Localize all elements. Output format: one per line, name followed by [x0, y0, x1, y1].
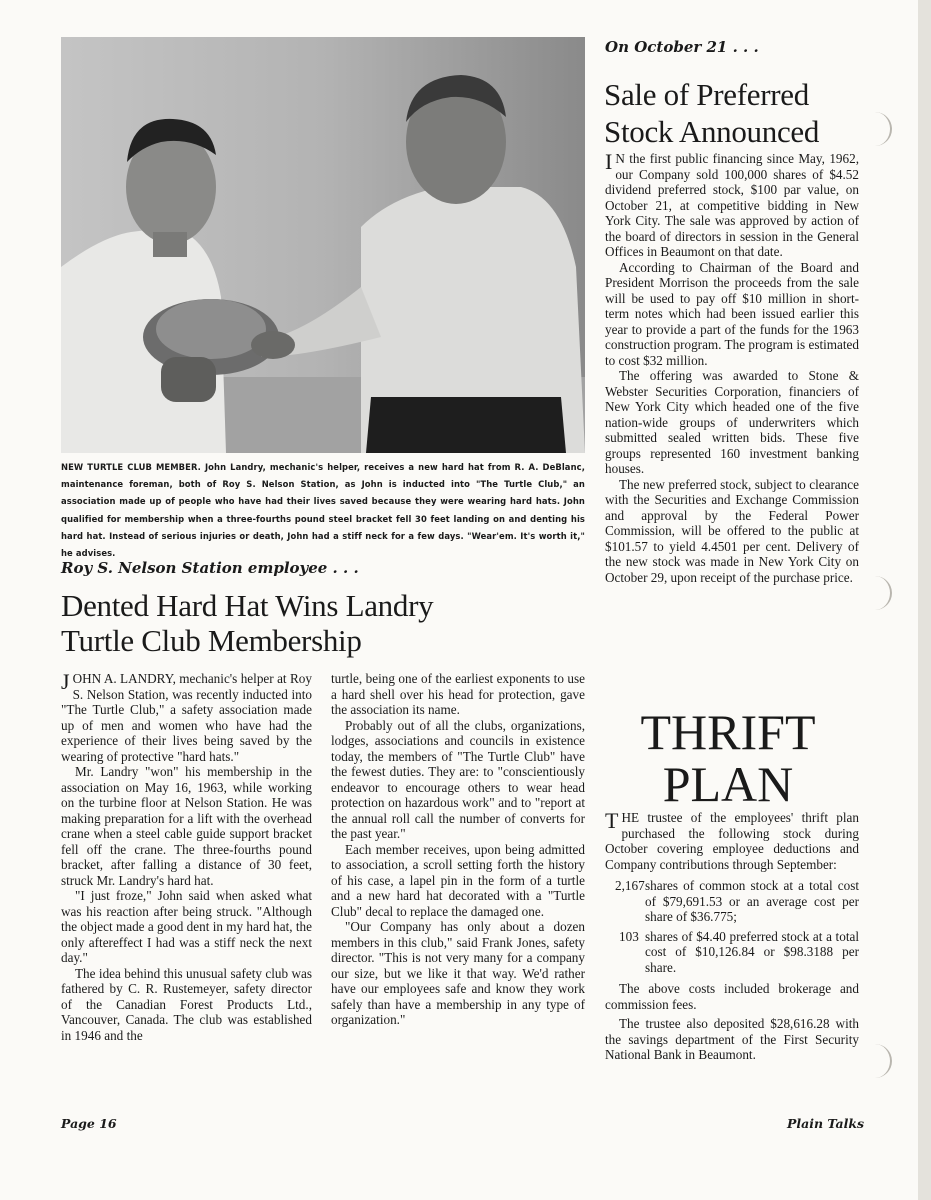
binder-ring-mark [868, 576, 892, 610]
publication-name: Plain Talks [787, 1116, 865, 1131]
thrift-paragraph-1: THE trustee of the employees' thrift plan purchased the following stock during October covering employee deductions and Company contributions through September: [605, 808, 859, 872]
stock-paragraph-3: The offering was awarded to Stone & Webster Securities Corporation, financiers of New York City which headed one of the five nation-wide groups of underwriters which submitted sealed written bids. These five groups represented 160 investment banking houses. [605, 368, 859, 476]
thrift-item-2-number: 103 [619, 928, 639, 944]
thrift-item-1-text: shares of common stock at a total cost of $79,691.53 or an average cost per share of $36.775; [645, 878, 859, 924]
landry-paragraph-6: Probably out of all the clubs, organizations, lodges, associations and councils in existence today, the members of "The Turtle Club" have the fewest duties. They are: to "conscientiously endeavor to encourage others to wear head protection on hazardous work" and to "report at the annual roll call the number of converts for the past year." [331, 717, 585, 841]
photo-caption [61, 459, 585, 562]
landry-paragraph-1: JOHN A. LANDRY, mechanic's helper at Roy S. Nelson Station, was recently inducted into "The Turtle Club," a safety association made up of men and women who have had the experience of their lives being saved by the wearing of protective "hard hats." [61, 669, 312, 764]
thrift-title-line2: PLAN [662, 756, 794, 812]
landry-paragraph-7: Each member receives, upon being admitted to association, a scroll setting forth the history of his case, a lapel pin in the form of a turtle and a new hard hat decorated with a "Turtle Club" decal to replace the damaged one. [331, 841, 585, 919]
caption-text: John Landry, mechanic's helper, receives a new hard hat from R. A. DeBlanc, maintenance foreman, both of Roy S. Nelson Station, as John is inducted into "The Turtle Club," an association made up of people who have had their lives saved because they were wearing hard hats. John qualified for membership when a three-fourths pound steel bracket fell 30 feet landing on and denting his hard hat. Instead of serious injuries or death, John had a stiff neck for a few days. "Wear'em. It's worth it," he advises. [61, 462, 585, 559]
stock-dropcap: I [605, 149, 613, 174]
stock-column [605, 151, 859, 585]
landry-paragraph-3: "I just froze," John said when asked what was his reaction after being struck. "Although the object made a good dent in my hard hat, the only aftereffect I had was a stiff neck the next day." [61, 888, 312, 965]
turtle-club-photo [61, 37, 585, 453]
landry-paragraph-5: turtle, being one of the earliest exponents to use a hard shell over his head for protection, gave the association its name. [331, 671, 585, 717]
stock-headline-line2: Stock Announced [604, 114, 820, 149]
landry-paragraph-2: Mr. Landry "won" his membership in the association on May 16, 1963, while working on the turbine floor at Nelson Station. He was making preparation for a lift with the overhead crane when a steel cable guide support bracket fell off the crane. The three-fourths pound bracket, after falling a distance of 30 feet, struck Mr. Landry's hard hat. [61, 764, 312, 888]
landry-column-2 [331, 671, 585, 1028]
landry-paragraph-8: "Our Company has only about a dozen members in this club," said Frank Jones, safety director. "This is not very many for a company our size, but we like it that way. We'd rather have our employees safe and know they work safely than have a membership in any type of organization." [331, 919, 585, 1027]
stock-paragraph-4: The new preferred stock, subject to clearance with the Securities and Exchange Commission and approval by the Federal Power Commission, will be offered to the public at $101.57 to yield 4.4501 per cent. Delivery of the new stock was made in New York City on October 29, upon receipt of the purchase price. [605, 476, 859, 585]
thrift-item-1 [605, 878, 859, 925]
caption-lead: NEW TURTLE CLUB MEMBER. [61, 462, 201, 472]
thrift-item-1-number: 2,167 [615, 878, 645, 893]
landry-dropcap: J [61, 669, 70, 694]
thrift-item-2 [605, 929, 859, 976]
stock-kicker: On October 21 . . . [605, 38, 759, 56]
page-number: Page 16 [61, 1116, 117, 1131]
stock-headline [604, 76, 894, 150]
landry-headline [61, 588, 601, 658]
thrift-column [605, 810, 859, 1063]
stock-paragraph-2: According to Chairman of the Board and President Morrison the proceeds from the sale will be used to pay off $10 million in short-term notes which had been issued earlier this year to provide a part of the funds for the 1963 construction program. The program is estimated to cost $32 million. [605, 259, 859, 368]
binder-ring-mark [868, 1044, 892, 1078]
stock-paragraph-1: I N the first public financing since May, 1962, our Company sold 100,000 shares of $4.52 dividend preferred stock, $100 par value, on October 21, at competitive bidding in New York City. The sale was approved by action of the board of directors in session in the General Offices in Beaumont on that date. [605, 149, 859, 259]
thrift-item-2-text: shares of $4.40 preferred stock at a total cost of $10,126.84 or $98.3188 per share. [645, 928, 859, 975]
page-edge [918, 0, 931, 1200]
landry-column-1 [61, 671, 312, 1043]
landry-headline-line1: Dented Hard Hat Wins Landry [61, 588, 434, 623]
thrift-paragraph-2: The above costs included brokerage and commission fees. [605, 981, 859, 1012]
thrift-paragraph-3: The trustee also deposited $28,616.28 with the savings department of the First Security National Bank in Beaumont. [605, 1016, 859, 1062]
thrift-dropcap: T [605, 808, 619, 833]
thrift-title [603, 706, 853, 810]
thrift-title-line1: THRIFT [640, 704, 816, 760]
landry-kicker: Roy S. Nelson Station employee . . . [61, 559, 359, 577]
landry-paragraph-4: The idea behind this unusual safety club was fathered by C. R. Rustemeyer, safety director of the Canadian Forest Products Ltd., Vancouver, Canada. The club was established in 1946 and the [61, 965, 312, 1043]
stock-headline-line1: Sale of Preferred [604, 77, 809, 112]
landry-headline-line2: Turtle Club Membership [61, 623, 362, 658]
